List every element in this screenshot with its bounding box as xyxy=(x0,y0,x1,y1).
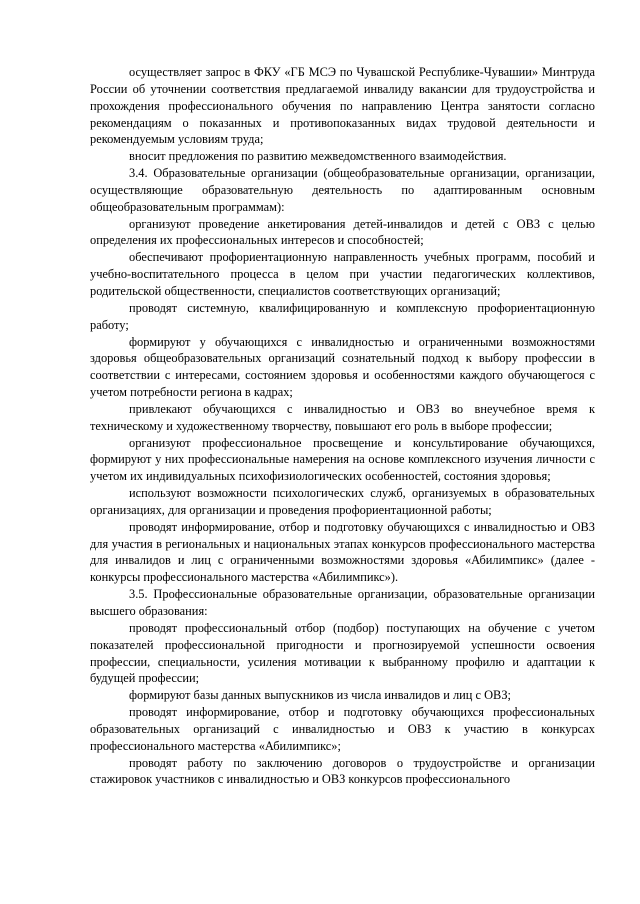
paragraph: организуют профессиональное просвещение и консультирование обучающихся, формируют у них профессиональные намерения на основе комплексного изучения личности с учетом их индивидуальных психофизиологических особенностей, состояния здоровья; xyxy=(90,435,595,484)
paragraph: 3.4. Образовательные организации (общеобразовательные организации, организации, осуществляющие образовательную деятельность по адаптированным основным общеобразовательным программам): xyxy=(90,166,595,214)
document-page xyxy=(90,64,595,788)
paragraph: 3.5. Профессиональные образовательные организации, образовательные организации высшего образования: xyxy=(90,587,595,618)
paragraph: обеспечивают профориентационную направленность учебных программ, пособий и учебно-воспитательного процесса в целом при участии педагогических коллективов, родительской общественности, специалистов соответствующих организаций; xyxy=(90,250,595,298)
paragraph: формируют у обучающихся с инвалидностью и ограниченными возможностями здоровья общеобразовательных организаций сознательный подход к выбору профессии в соответствии с интересами, состоянием здоровья и особенностями каждого обучающегося с учетом потребности региона в кадрах; xyxy=(90,334,595,400)
paragraph: проводят профессиональный отбор (подбор) поступающих на обучение с учетом показателей профессиональной пригодности и прогнозируемой успешности освоения профессии, специальности, усиления мотивации к выбранному профилю и адаптации к будущей профессии; xyxy=(90,620,595,686)
paragraph: проводят информирование, отбор и подготовку обучающихся профессиональных образовательных организаций с инвалидностью и ОВЗ к участию в конкурсах профессионального мастерства «Абилимпикс»; xyxy=(90,705,595,753)
paragraph: проводят системную, квалифицированную и комплексную профориентационную работу; xyxy=(90,300,595,332)
paragraph: проводят информирование, отбор и подготовку обучающихся с инвалидностью и ОВЗ для участия в региональных и национальных этапах конкурсов профессионального мастерства для инвалидов и лиц с ограниченными возможностями здоровья «Абилимпикс» (далее - конкурсы профессионального мастерства «Абилимпикс»). xyxy=(90,519,595,585)
paragraph: формируют базы данных выпускников из числа инвалидов и лиц с ОВЗ; xyxy=(129,688,511,703)
paragraph: используют возможности психологических служб, организуемых в образовательных организациях, для организации и проведения профориентационной работы; xyxy=(90,486,595,517)
paragraph: осуществляет запрос в ФКУ «ГБ МСЭ по Чувашской Республике-Чувашии» Минтруда России об уточнении соответствия предлагаемой инвалиду вакансии для трудоустройства и прохождения профессионального обучения по направлению Центра занятости согласно рекомендациям о показанных и противопоказанных видах трудовой деятельности и рекомендуемым условиям труда; xyxy=(90,65,595,147)
paragraph: вносит предложения по развитию межведомственного взаимодействия. xyxy=(129,149,507,164)
paragraph: проводят работу по заключению договоров о трудоустройстве и организации стажировок участников с инвалидностью и ОВЗ конкурсов профессионального xyxy=(90,755,595,787)
paragraph: привлекают обучающихся с инвалидностью и ОВЗ во внеучебное время к техническому и художественному творчеству, повышают его роль в выборе профессии; xyxy=(90,401,595,433)
paragraph: организуют проведение анкетирования детей-инвалидов и детей с ОВЗ с целью определения их профессиональных интересов и способностей; xyxy=(90,216,595,248)
